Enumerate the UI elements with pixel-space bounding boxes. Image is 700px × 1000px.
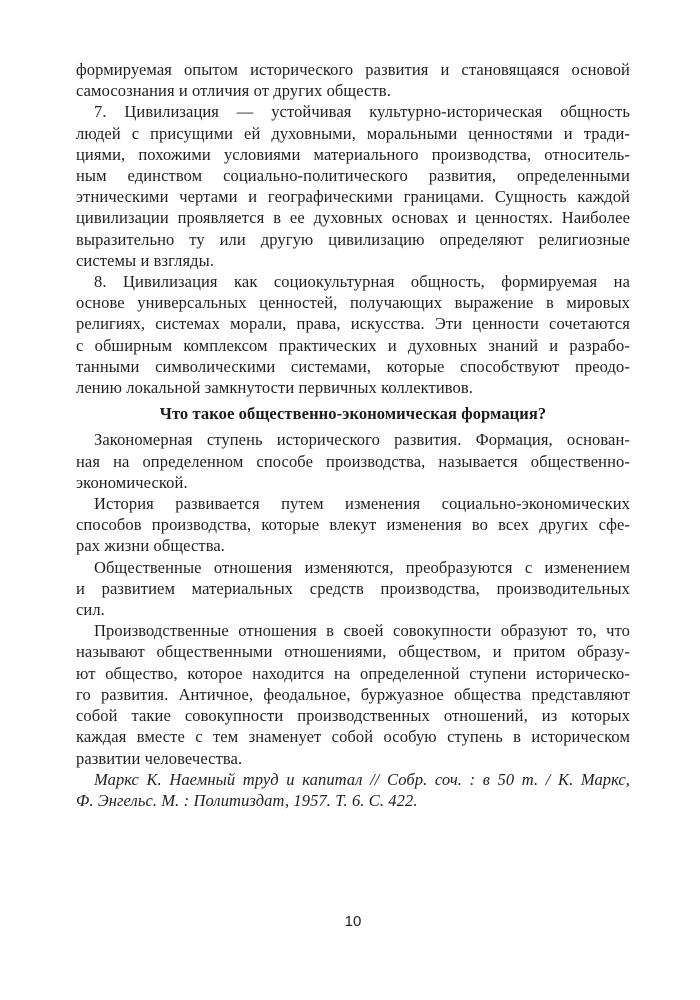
citation-paragraph	[76, 769, 630, 811]
text-line: основе универсальных ценностей, получающих выражение в мировых	[76, 293, 630, 313]
text-line: ют общество, которое находится на определенной ступени историческо-	[76, 663, 630, 683]
text-line: го развития. Античное, феодальное, буржуазное общества представляют	[76, 684, 630, 704]
text-line: Производственные отношения в своей совокупности образуют то, что	[94, 621, 630, 641]
body-paragraph	[76, 59, 630, 101]
text-line: экономической.	[76, 472, 188, 492]
text-line: 8. Цивилизация как социокультурная общность, формируемая на	[94, 272, 630, 292]
text-line: собой такие совокупности производственных отношений, из которых	[76, 706, 630, 726]
body-paragraph	[76, 271, 630, 398]
text-line: и развитием материальных средств производства, производительных	[76, 578, 630, 598]
text-line: Ф. Энгельс. М. : Политиздат, 1957. Т. 6. С. 422.	[76, 790, 418, 810]
text-line: способов производства, которые влекут изменения во всех других сфе-	[76, 515, 630, 535]
text-line: цивилизации проявляется в ее духовных основах и ценностях. Наиболее	[76, 208, 630, 228]
text-line: Закономерная ступень исторического развития. Формация, основан-	[94, 430, 630, 450]
text-line: Маркс К. Наемный труд и капитал // Собр. соч. : в 50 т. / К. Маркс,	[94, 769, 630, 789]
text-line: ным единством социально-политического развития, определенными	[76, 166, 630, 186]
body-paragraph	[76, 620, 630, 768]
text-line: Общественные отношения изменяются, преобразуются с изменением	[94, 557, 630, 577]
text-line: рах жизни общества.	[76, 536, 226, 556]
text-line: с обширным комплексом практических и духовных знаний и разрабо-	[76, 335, 630, 355]
text-line: сил.	[76, 600, 105, 620]
text-line: формируемая опытом исторического развития и становящаяся основой	[76, 60, 630, 79]
text-line: религиях, системах морали, права, искусства. Эти ценности сочетаются	[76, 314, 630, 334]
body-paragraph	[76, 429, 630, 493]
body-paragraph	[76, 101, 630, 271]
text-line: лению локальной замкнутости первичных коллективов.	[76, 378, 474, 398]
text-line: системы и взгляды.	[76, 250, 215, 270]
page-text-block	[76, 59, 630, 811]
text-line: 7. Цивилизация — устойчивая культурно-историческая общность	[94, 102, 630, 122]
text-line: циями, похожими условиями материального производства, относитель-	[76, 144, 630, 164]
text-line: танными символическими системами, которые способствуют преодо-	[76, 356, 630, 376]
body-paragraph	[76, 557, 630, 621]
text-line: называют общественными отношениями, обществом, и притом образу-	[76, 642, 630, 662]
page-number: 10	[344, 913, 362, 930]
text-line: ная на определенном способе производства, называется общественно-	[76, 451, 630, 471]
text-line: развитии человечества.	[76, 748, 243, 768]
text-line: История развивается путем изменения социально-экономических	[94, 494, 630, 514]
body-paragraph	[76, 493, 630, 557]
text-line: людей с присущими ей духовными, моральными ценностями и тради-	[76, 123, 630, 143]
text-line: каждая вместе с тем знаменует собой особую ступень в историческом	[76, 727, 630, 747]
text-line: выразительно ту или другую цивилизацию определяют религиозные	[76, 229, 630, 249]
text-line: самосознания и отличия от других обществ.	[76, 81, 391, 101]
text-line: этническими чертами и географическими границами. Сущность каждой	[76, 187, 630, 207]
section-heading: Что такое общественно-экономическая формация?	[159, 404, 547, 424]
